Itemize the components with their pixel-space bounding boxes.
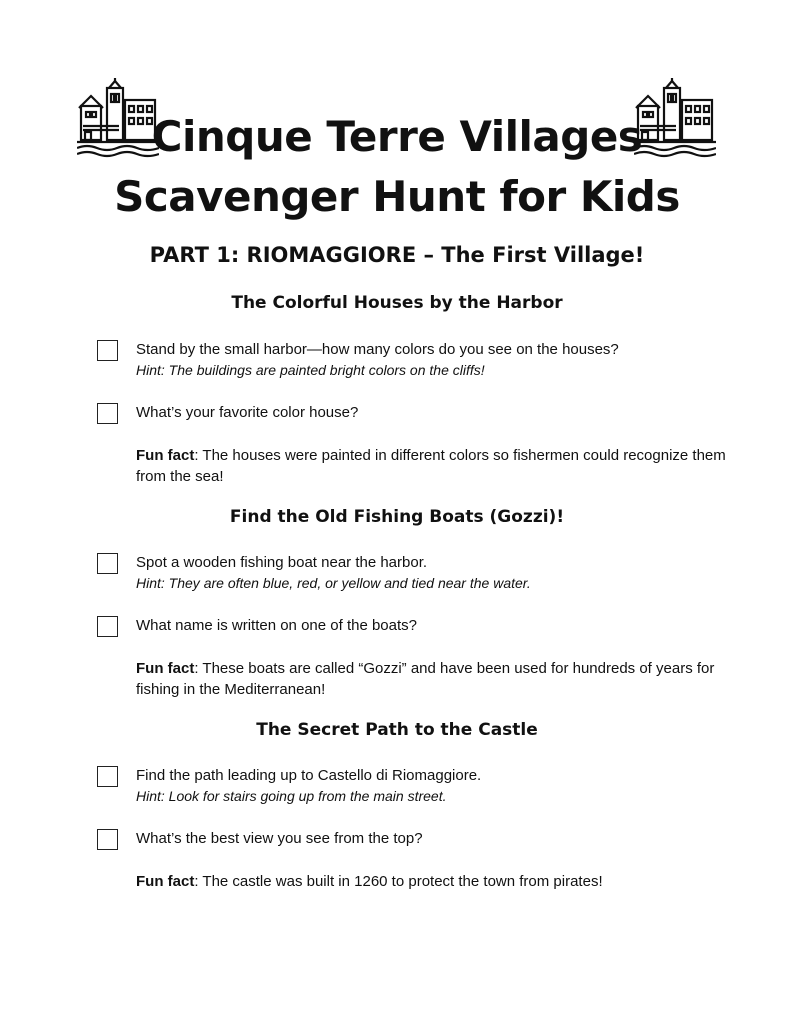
section-heading-fishing-boats: Find the Old Fishing Boats (Gozzi)! bbox=[229, 507, 565, 527]
list-item bbox=[136, 828, 726, 849]
checkbox-boat-name[interactable] bbox=[97, 616, 118, 637]
item-text: What’s the best view you see from the top? bbox=[136, 830, 423, 847]
item-text: Find the path leading up to Castello di Riomaggiore. bbox=[136, 767, 482, 784]
item-hint: Hint: The buildings are painted bright colors on the cliffs! bbox=[136, 362, 485, 378]
checkbox-favorite-house[interactable] bbox=[97, 403, 118, 424]
item-hint: Hint: They are often blue, red, or yellow and tied near the water. bbox=[136, 575, 531, 591]
fun-fact bbox=[136, 871, 726, 892]
list-item bbox=[136, 615, 726, 636]
item-hint: Hint: Look for stairs going up from the main street. bbox=[136, 788, 447, 804]
checkbox-best-view[interactable] bbox=[97, 829, 118, 850]
fun-fact-label: Fun fact bbox=[136, 873, 195, 890]
list-item bbox=[136, 552, 726, 594]
list-item bbox=[136, 339, 726, 381]
fun-fact bbox=[136, 658, 726, 700]
fun-fact-text: : The castle was built in 1260 to protect the town from pirates! bbox=[194, 873, 603, 890]
fun-fact bbox=[136, 445, 726, 487]
list-item bbox=[136, 765, 726, 807]
item-text: Spot a wooden fishing boat near the harbor. bbox=[136, 554, 428, 571]
fun-fact-label: Fun fact bbox=[136, 447, 195, 464]
section-heading-secret-path: The Secret Path to the Castle bbox=[256, 720, 538, 740]
checkbox-castle-path[interactable] bbox=[97, 766, 118, 787]
checkbox-houses-colors[interactable] bbox=[97, 340, 118, 361]
section-heading-colorful-houses: The Colorful Houses by the Harbor bbox=[231, 293, 563, 313]
item-text: What’s your favorite color house? bbox=[136, 404, 359, 421]
page-title-line-2: Scavenger Hunt for Kids bbox=[114, 172, 680, 221]
item-text: Stand by the small harbor—how many colors do you see on the houses? bbox=[136, 341, 619, 358]
fun-fact-text: : The houses were painted in different colors so fishermen could recognize them from the sea! bbox=[136, 447, 726, 485]
fun-fact-text: : These boats are called “Gozzi” and have been used for hundreds of years for fishing in the Mediterranean! bbox=[136, 660, 715, 698]
fun-fact-label: Fun fact bbox=[136, 660, 195, 677]
checkbox-spot-boat[interactable] bbox=[97, 553, 118, 574]
list-item bbox=[136, 402, 726, 423]
page-title-line-1: Cinque Terre Villages bbox=[151, 112, 643, 161]
part-heading: PART 1: RIOMAGGIORE – The First Village! bbox=[149, 243, 645, 267]
item-text: What name is written on one of the boats? bbox=[136, 617, 417, 634]
